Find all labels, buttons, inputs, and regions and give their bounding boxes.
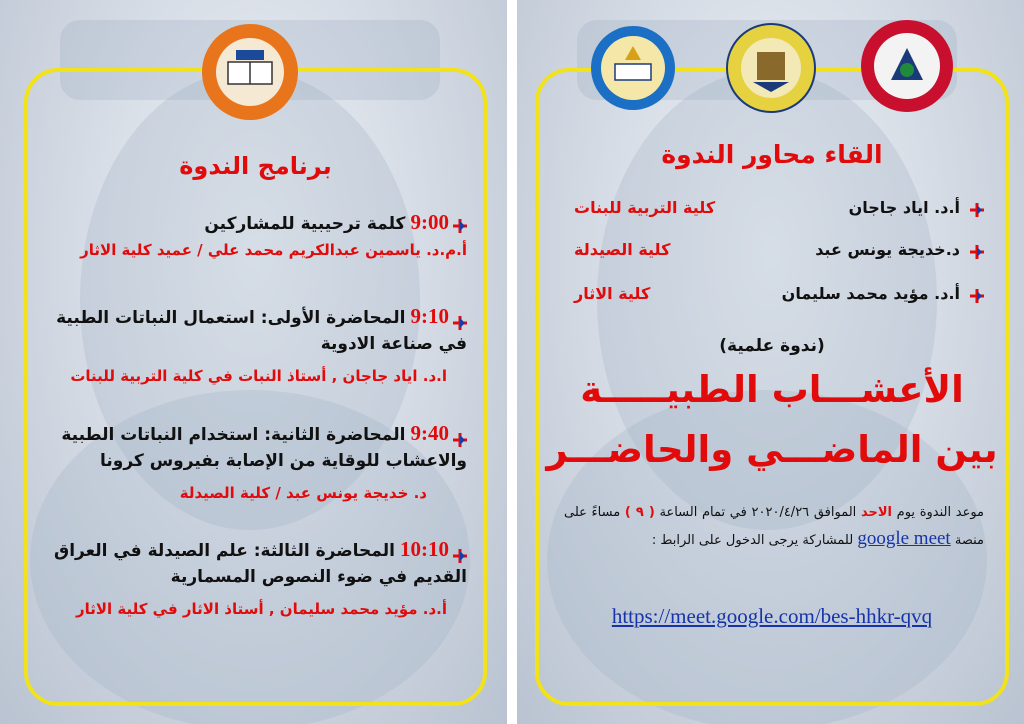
program-speaker: أ.م.د. ياسمين عبدالكريم محمد علي / عميد كلية الاثار — [80, 241, 467, 259]
speaker-college: كلية التربية للبنات — [574, 198, 716, 217]
speakers-title: القاء محاور الندوة — [661, 140, 883, 169]
speaker-name: أ.د. مؤيد محمد سليمان — [781, 284, 960, 303]
program-time: 9:10 — [410, 304, 449, 328]
info-text: مساءً على منصة — [564, 505, 984, 548]
speaker-row — [574, 196, 984, 226]
program-time: 10:10 — [400, 537, 449, 561]
announcement-panel — [517, 0, 1024, 724]
bullet-icon — [970, 288, 984, 302]
bullet-icon — [453, 429, 467, 443]
seminar-label: (ندوة علمية) — [719, 336, 825, 356]
info-text: الموافق ٢٠٢٠/٤/٢٦ في تمام الساعة — [659, 505, 857, 520]
program-speaker: أ.د. مؤيد محمد سليمان , أستاذ الاثار في كلية الاثار — [75, 600, 447, 618]
bullet-icon — [453, 218, 467, 232]
meeting-link[interactable]: https://meet.google.com/bes-hhkr-qvq — [611, 604, 933, 628]
info-hour: ( ٩ ) — [624, 505, 655, 520]
college-of-archaeology-logo — [725, 22, 817, 114]
college-of-pharmacy-logo — [859, 18, 955, 114]
speaker-name: أ.د. اياد جاجان — [848, 198, 960, 217]
program-talk: المحاضرة الثالثة: علم الصيدلة في العراق القديم في ضوء النصوص المسمارية — [54, 541, 467, 587]
seminar-info — [564, 500, 984, 554]
speaker-name: د.خديجة يونس عبد — [815, 240, 960, 259]
program-item-3 — [47, 420, 467, 506]
speaker-row — [574, 282, 984, 312]
bullet-icon — [970, 244, 984, 258]
program-talk: المحاضرة الأولى: استعمال النباتات الطبية في صناعة الادوية — [56, 308, 467, 354]
speaker-college: كلية الاثار — [574, 284, 651, 303]
headline-line-1: الأعشـــاب الطبيـــــة — [580, 368, 964, 411]
info-text: للمشاركة يرجى الدخول على الرابط : — [651, 533, 854, 548]
speaker-row — [574, 238, 984, 268]
headline-line-2: بين الماضـــي والحاضـــر — [546, 428, 998, 471]
platform-name: google meet — [857, 528, 951, 549]
info-text: موعد الندوة يوم — [896, 505, 985, 520]
program-speaker: د. خديجة يونس عبد / كلية الصيدلة — [179, 484, 427, 502]
bullet-icon — [970, 202, 984, 216]
bullet-icon — [453, 545, 467, 559]
program-item-2 — [47, 303, 467, 389]
college-of-education-for-girls-logo — [589, 24, 677, 112]
bullet-icon — [453, 312, 467, 326]
speaker-college: كلية الصيدلة — [574, 240, 671, 259]
program-time: 9:40 — [410, 421, 449, 445]
program-time: 9:00 — [410, 210, 449, 234]
program-speaker: ا.د. اياد جاجان , أستاذ النبات في كلية التربية للبنات — [70, 367, 447, 385]
program-title: برنامج الندوة — [179, 152, 332, 180]
program-talk: المحاضرة الثانية: استخدام النباتات الطبية والاعشاب للوقاية من الإصابة بفيروس كرونا — [61, 425, 467, 471]
program-item-1 — [47, 210, 467, 259]
university-of-mosul-logo — [200, 22, 300, 122]
program-item-4 — [47, 536, 467, 622]
info-day: الاحد — [860, 505, 892, 520]
program-talk: كلمة ترحيبية للمشاركين — [204, 214, 406, 234]
program-panel — [0, 0, 507, 724]
